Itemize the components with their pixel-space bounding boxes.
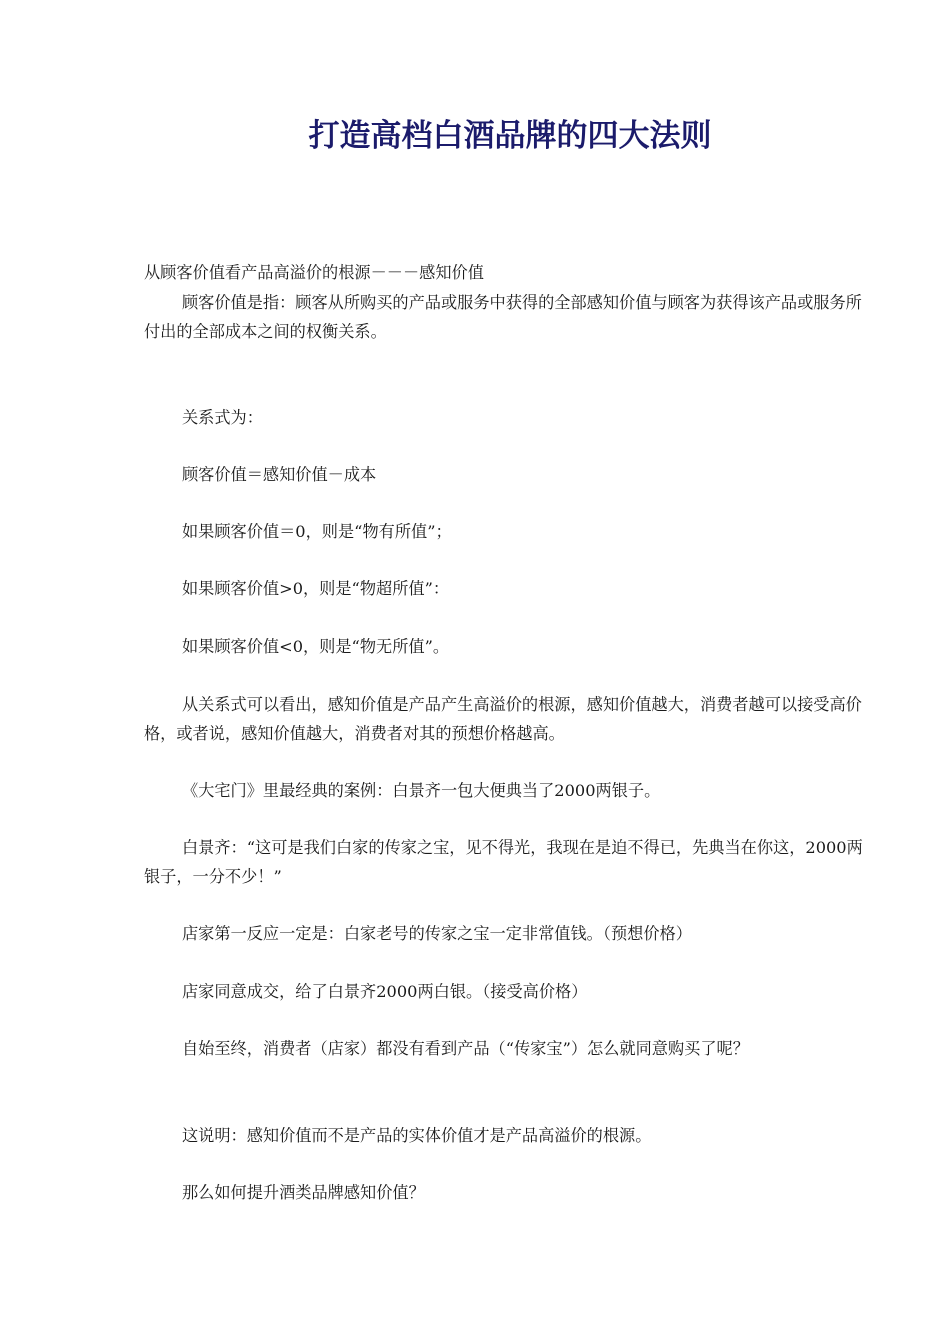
paragraph-case-equal: 如果顾客价值＝0，则是“物有所值”； — [182, 522, 452, 541]
paragraph-case-less: 如果顾客价值<0，则是“物无所值”。 — [182, 637, 450, 656]
page-title: 打造高档白酒品牌的四大法则 — [308, 118, 712, 154]
section-heading: 从顾客价值看产品高溢价的根源－－－感知价值 — [144, 263, 484, 282]
paragraph-case-greater: 如果顾客价值>0，则是“物超所值”： — [182, 579, 450, 598]
paragraph-formula-intro: 关系式为： — [182, 408, 263, 427]
paragraph-reaction: 店家第一反应一定是：白家老号的传家之宝一定非常值钱。（预想价格） — [182, 924, 692, 943]
paragraph-final-question: 那么如何提升酒类品牌感知价值？ — [182, 1183, 425, 1202]
paragraph-explanation: 这说明：感知价值而不是产品的实体价值才是产品高溢价的根源。 — [182, 1126, 652, 1145]
paragraph-conclusion: 从关系式可以看出，感知价值是产品产生高溢价的根源，感知价值越大，消费者越可以接受高价格，或者说，感知价值越大，消费者对其的预想价格越高。 — [144, 695, 862, 743]
paragraph-deal: 店家同意成交，给了白景齐2000两白银。（接受高价格） — [182, 982, 588, 1001]
paragraph-quote: 白景齐：“这可是我们白家的传家之宝，见不得光，我现在是迫不得已，先典当在你这，2000两银子，一分不少！” — [144, 838, 863, 886]
paragraph-definition: 顾客价值是指：顾客从所购买的产品或服务中获得的全部感知价值与顾客为获得该产品或服务所付出的全部成本之间的权衡关系。 — [144, 293, 862, 341]
paragraph-formula: 顾客价值＝感知价值－成本 — [182, 465, 377, 484]
paragraph-question: 自始至终，消费者（店家）都没有看到产品（“传家宝”）怎么就同意购买了呢？ — [182, 1039, 749, 1058]
paragraph-example-intro: 《大宅门》里最经典的案例：白景齐一包大便典当了2000两银子。 — [182, 781, 661, 800]
